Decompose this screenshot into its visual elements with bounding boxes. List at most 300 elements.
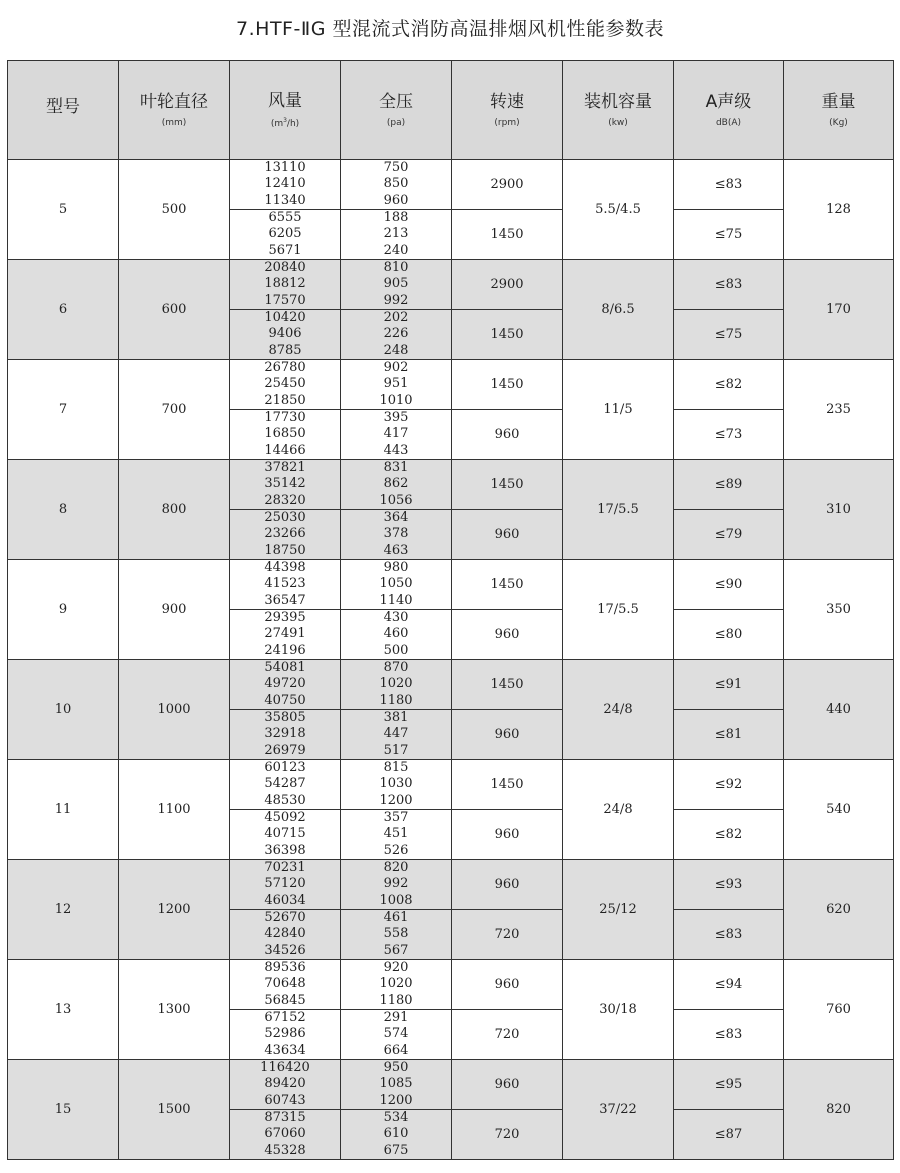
cell-noise: ≤89 [674,460,784,510]
header-label: 型号 [46,97,80,117]
header-unit-post: /h) [286,119,300,129]
cell-airflow [230,960,341,1010]
cell-speed: 1450 [452,760,563,810]
cell-weight: 170 [784,260,894,360]
cell-airflow [230,360,341,410]
cell-value: 26780 [264,360,306,376]
cell-value: 500 [383,642,409,658]
cell-value: 951 [383,376,409,392]
header-unit: (pa) [386,118,406,128]
table-row [8,260,894,310]
cell-speed: 2900 [452,260,563,310]
cell-value: 46034 [264,892,306,908]
cell-power: 30/18 [563,960,674,1060]
cell-airflow-values [230,410,340,459]
cell-value: 5671 [268,242,302,258]
cell-pressure [341,610,452,660]
cell-airflow [230,1060,341,1110]
cell-speed: 960 [452,510,563,560]
cell-airflow [230,410,341,460]
cell-diameter: 500 [119,160,230,260]
cell-weight: 310 [784,460,894,560]
cell-value: 60743 [264,1092,306,1108]
cell-value: 11340 [264,192,306,208]
cell-value: 42840 [264,926,306,942]
cell-airflow [230,660,341,710]
cell-value: 291 [383,1010,409,1026]
cell-value: 558 [383,926,409,942]
cell-noise: ≤87 [674,1110,784,1160]
header-label: 转速 [490,92,524,112]
cell-diameter: 600 [119,260,230,360]
cell-value: 13110 [264,160,306,176]
table-row [8,560,894,610]
cell-weight: 620 [784,860,894,960]
header-unit: (Kg) [829,118,848,128]
cell-value: 820 [383,860,409,876]
cell-diameter: 1300 [119,960,230,1060]
cell-value: 89420 [264,1076,306,1092]
cell-noise: ≤83 [674,160,784,210]
cell-pressure-values [341,160,451,209]
cell-value: 815 [383,760,409,776]
cell-pressure [341,210,452,260]
cell-airflow-values [230,460,340,509]
cell-value: 10420 [264,310,306,326]
cell-noise: ≤83 [674,260,784,310]
cell-pressure [341,260,452,310]
cell-diameter: 800 [119,460,230,560]
cell-power: 11/5 [563,360,674,460]
cell-speed: 1450 [452,460,563,510]
cell-noise: ≤82 [674,810,784,860]
cell-airflow [230,710,341,760]
header-label: A声级 [705,92,752,112]
cell-value: 36398 [264,842,306,858]
table-row [8,960,894,1010]
cell-weight: 128 [784,160,894,260]
cell-value: 56845 [264,992,306,1008]
cell-airflow [230,760,341,810]
cell-pressure [341,660,452,710]
cell-value: 430 [383,610,409,626]
table-row [8,160,894,210]
header-label: 叶轮直径 [140,92,208,112]
cell-pressure-values [341,260,451,309]
cell-airflow-values [230,860,340,909]
cell-value: 992 [383,876,409,892]
cell-airflow [230,260,341,310]
cell-value: 664 [383,1042,409,1058]
cell-value: 461 [383,910,409,926]
cell-airflow-values [230,360,340,409]
cell-value: 8785 [268,342,302,358]
cell-value: 517 [383,742,409,758]
cell-value: 526 [383,842,409,858]
cell-noise: ≤91 [674,660,784,710]
cell-value: 364 [383,510,409,526]
cell-weight: 540 [784,760,894,860]
cell-airflow-values [230,710,340,759]
cell-value: 40750 [264,692,306,708]
cell-value: 43634 [264,1042,306,1058]
cell-diameter: 1100 [119,760,230,860]
cell-pressure-values [341,410,451,459]
cell-airflow [230,310,341,360]
page-title: 7.HTF-ⅡG 型混流式消防高温排烟风机性能参数表 [236,18,664,40]
cell-airflow-values [230,660,340,709]
cell-airflow-values [230,310,340,359]
cell-weight: 350 [784,560,894,660]
cell-pressure-values [341,560,451,609]
cell-pressure-values [341,360,451,409]
cell-value: 460 [383,626,409,642]
cell-pressure-values [341,910,451,959]
cell-airflow [230,210,341,260]
cell-value: 89536 [264,960,306,976]
cell-airflow-values [230,210,340,259]
cell-value: 40715 [264,826,306,842]
cell-pressure [341,1060,452,1110]
cell-pressure [341,760,452,810]
cell-speed: 1450 [452,360,563,410]
table-row [8,860,894,910]
cell-pressure [341,510,452,560]
cell-diameter: 700 [119,360,230,460]
cell-speed: 960 [452,960,563,1010]
table-row [8,660,894,710]
cell-pressure-values [341,1110,451,1159]
cell-value: 54287 [264,776,306,792]
cell-value: 52986 [264,1026,306,1042]
cell-value: 188 [383,210,409,226]
cell-pressure-values [341,710,451,759]
header-unit: (rpm) [494,118,520,128]
cell-value: 18812 [264,276,306,292]
cell-pressure-values [341,310,451,359]
cell-value: 16850 [264,426,306,442]
table-row [8,1060,894,1110]
cell-power: 25/12 [563,860,674,960]
cell-value: 57120 [264,876,306,892]
cell-value: 1010 [379,392,413,408]
cell-value: 41523 [264,576,306,592]
header-row [8,61,894,160]
cell-value: 21850 [264,392,306,408]
header-weight [784,61,894,160]
cell-power: 8/6.5 [563,260,674,360]
cell-diameter: 900 [119,560,230,660]
cell-airflow-values [230,260,340,309]
cell-model: 9 [8,560,119,660]
cell-diameter: 1000 [119,660,230,760]
cell-value: 920 [383,960,409,976]
cell-pressure-values [341,210,451,259]
cell-pressure [341,410,452,460]
cell-value: 70231 [264,860,306,876]
cell-value: 1020 [379,976,413,992]
cell-airflow [230,160,341,210]
cell-model: 6 [8,260,119,360]
cell-weight: 235 [784,360,894,460]
cell-airflow-values [230,560,340,609]
cell-value: 35805 [264,710,306,726]
cell-weight: 820 [784,1060,894,1160]
cell-value: 25450 [264,376,306,392]
cell-airflow-values [230,160,340,209]
cell-speed: 960 [452,860,563,910]
cell-value: 1056 [379,492,413,508]
cell-value: 17730 [264,410,306,426]
header-label: 装机容量 [584,92,652,112]
cell-airflow [230,460,341,510]
cell-value: 6205 [268,226,302,242]
cell-pressure [341,310,452,360]
cell-value: 1030 [379,776,413,792]
cell-speed: 720 [452,1110,563,1160]
cell-value: 52670 [264,910,306,926]
cell-value: 1180 [379,692,413,708]
cell-pressure-values [341,860,451,909]
header-pressure [341,61,452,160]
cell-power: 24/8 [563,660,674,760]
cell-value: 870 [383,660,409,676]
cell-noise: ≤94 [674,960,784,1010]
cell-value: 950 [383,1060,409,1076]
cell-value: 36547 [264,592,306,608]
cell-value: 1140 [379,592,413,608]
cell-model: 7 [8,360,119,460]
cell-airflow [230,1110,341,1160]
cell-value: 12410 [264,176,306,192]
cell-value: 24196 [264,642,306,658]
cell-speed: 960 [452,610,563,660]
cell-value: 447 [383,726,409,742]
cell-value: 1200 [379,1092,413,1108]
cell-value: 451 [383,826,409,842]
cell-value: 6555 [268,210,302,226]
cell-airflow-values [230,910,340,959]
table-row [8,360,894,410]
cell-value: 534 [383,1110,409,1126]
cell-model: 10 [8,660,119,760]
cell-value: 25030 [264,510,306,526]
cell-noise: ≤92 [674,760,784,810]
cell-model: 8 [8,460,119,560]
cell-noise: ≤83 [674,910,784,960]
cell-pressure [341,460,452,510]
cell-speed: 960 [452,410,563,460]
cell-noise: ≤75 [674,310,784,360]
cell-weight: 760 [784,960,894,1060]
cell-value: 23266 [264,526,306,542]
cell-value: 45092 [264,810,306,826]
header-diameter [119,61,230,160]
cell-pressure [341,160,452,210]
cell-value: 567 [383,942,409,958]
cell-airflow-values [230,1060,340,1109]
header-unit-sup: 3 [283,117,287,124]
cell-power: 24/8 [563,760,674,860]
cell-pressure-values [341,810,451,859]
cell-noise: ≤80 [674,610,784,660]
table-body [8,160,894,1160]
cell-value: 810 [383,260,409,276]
cell-pressure-values [341,1010,451,1059]
cell-pressure-values [341,1060,451,1109]
cell-model: 15 [8,1060,119,1160]
header-label: 全压 [379,92,413,112]
cell-value: 610 [383,1126,409,1142]
cell-value: 27491 [264,626,306,642]
cell-airflow-values [230,510,340,559]
header-power [563,61,674,160]
cell-noise: ≤95 [674,1060,784,1110]
cell-pressure-values [341,510,451,559]
cell-value: 26979 [264,742,306,758]
cell-weight: 440 [784,660,894,760]
table-row [8,760,894,810]
cell-value: 67152 [264,1010,306,1026]
performance-table [7,60,894,1160]
cell-model: 5 [8,160,119,260]
cell-pressure [341,860,452,910]
header-unit [230,117,340,129]
cell-value: 443 [383,442,409,458]
cell-noise: ≤93 [674,860,784,910]
cell-value: 831 [383,460,409,476]
header-unit-pre: (m [270,119,284,129]
cell-diameter: 1200 [119,860,230,960]
cell-value: 862 [383,476,409,492]
cell-value: 1020 [379,676,413,692]
cell-value: 34526 [264,942,306,958]
cell-value: 20840 [264,260,306,276]
cell-airflow [230,510,341,560]
cell-value: 850 [383,176,409,192]
cell-value: 202 [383,310,409,326]
cell-airflow-values [230,1110,340,1159]
cell-value: 29395 [264,610,306,626]
cell-value: 67060 [264,1126,306,1142]
header-noise [674,61,784,160]
cell-value: 248 [383,342,409,358]
header-model [8,61,119,160]
cell-speed: 1450 [452,210,563,260]
cell-airflow-values [230,810,340,859]
cell-value: 1050 [379,576,413,592]
cell-airflow [230,1010,341,1060]
cell-value: 381 [383,710,409,726]
cell-noise: ≤79 [674,510,784,560]
cell-value: 116420 [260,1060,310,1076]
cell-speed: 1450 [452,560,563,610]
cell-value: 395 [383,410,409,426]
cell-pressure [341,960,452,1010]
cell-airflow [230,810,341,860]
cell-value: 417 [383,426,409,442]
cell-airflow [230,610,341,660]
cell-value: 960 [383,192,409,208]
cell-model: 11 [8,760,119,860]
cell-value: 980 [383,560,409,576]
cell-value: 240 [383,242,409,258]
cell-value: 45328 [264,1142,306,1158]
cell-value: 49720 [264,676,306,692]
header-airflow [230,61,341,160]
cell-airflow-values [230,960,340,1009]
cell-value: 9406 [268,326,302,342]
cell-value: 87315 [264,1110,306,1126]
cell-noise: ≤75 [674,210,784,260]
cell-power: 17/5.5 [563,460,674,560]
cell-airflow-values [230,760,340,809]
cell-power: 5.5/4.5 [563,160,674,260]
cell-speed: 1450 [452,660,563,710]
cell-noise: ≤81 [674,710,784,760]
cell-airflow-values [230,610,340,659]
cell-speed: 720 [452,910,563,960]
header-unit: dB(A) [715,118,742,128]
cell-value: 14466 [264,442,306,458]
cell-value: 1200 [379,792,413,808]
cell-pressure [341,1110,452,1160]
cell-noise: ≤73 [674,410,784,460]
cell-value: 37821 [264,460,306,476]
cell-power: 37/22 [563,1060,674,1160]
cell-model: 13 [8,960,119,1060]
cell-value: 17570 [264,292,306,308]
cell-value: 44398 [264,560,306,576]
cell-value: 54081 [264,660,306,676]
cell-pressure [341,560,452,610]
cell-pressure [341,360,452,410]
cell-value: 905 [383,276,409,292]
cell-model: 12 [8,860,119,960]
cell-pressure-values [341,460,451,509]
cell-value: 378 [383,526,409,542]
cell-value: 35142 [264,476,306,492]
cell-speed: 960 [452,810,563,860]
cell-speed: 2900 [452,160,563,210]
cell-value: 18750 [264,542,306,558]
cell-value: 357 [383,810,409,826]
cell-noise: ≤82 [674,360,784,410]
cell-pressure-values [341,960,451,1009]
cell-value: 750 [383,160,409,176]
cell-value: 992 [383,292,409,308]
cell-noise: ≤90 [674,560,784,610]
cell-speed: 720 [452,1010,563,1060]
cell-airflow [230,910,341,960]
cell-speed: 960 [452,710,563,760]
cell-noise: ≤83 [674,1010,784,1060]
cell-value: 1085 [379,1076,413,1092]
header-speed [452,61,563,160]
cell-airflow [230,860,341,910]
cell-pressure-values [341,610,451,659]
cell-value: 574 [383,1026,409,1042]
cell-pressure [341,710,452,760]
cell-value: 48530 [264,792,306,808]
cell-value: 28320 [264,492,306,508]
cell-pressure-values [341,660,451,709]
cell-airflow [230,560,341,610]
header-label: 重量 [821,92,856,112]
header-unit: (mm) [161,118,187,128]
cell-value: 60123 [264,760,306,776]
cell-pressure [341,810,452,860]
